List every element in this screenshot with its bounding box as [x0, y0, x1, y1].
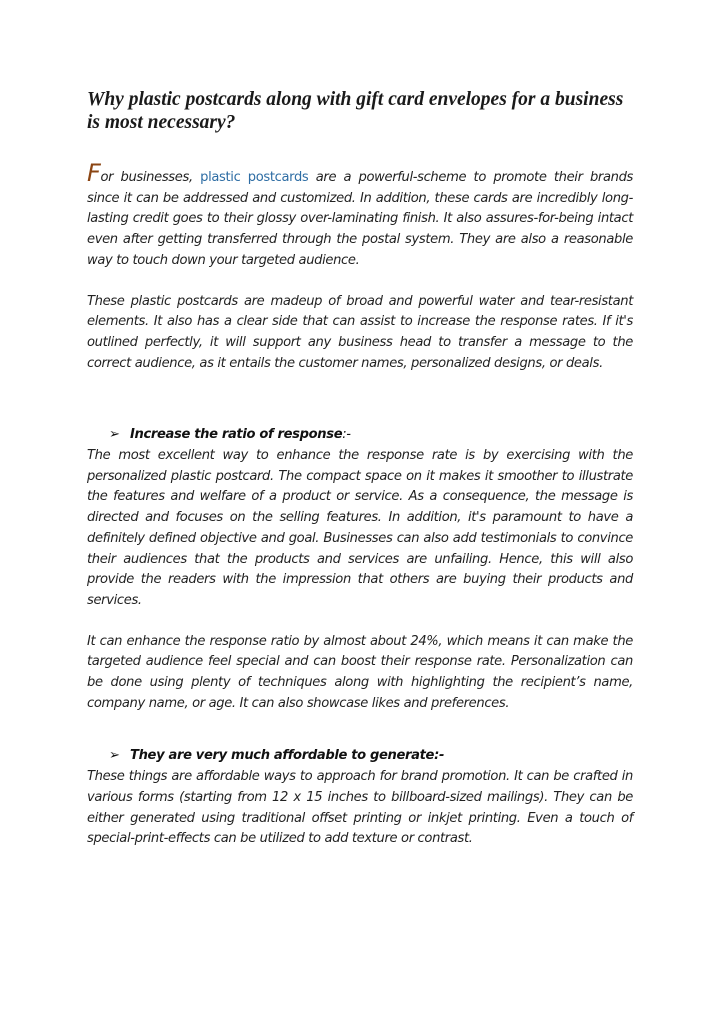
affordable-paragraph: These things are affordable ways to approach for brand promotion. It can be crafted in various forms (starting from 12 x 15 inches to billboard-sized mailings). They can be either generated using traditional offset printing or inkjet printing. Even a touch of special-print-effects can be utilized to add texture or contrast. — [87, 769, 633, 847]
section-heading-suffix: :- — [342, 427, 351, 443]
arrow-bullet-icon: ➢ — [109, 748, 120, 764]
response-ratio-paragraph-1: The most excellent way to enhance the response rate is by exercising with the personalized plastic postcard. The compact space on it makes it smoother to illustrate the features and welfare of a product or service. As a consequence, the message is directed and focuses on the selling features. In addition, it's paramount to have a definitely defined objective and goal. Businesses can also add testimonials to convince their audiences that the products and services are unfailing. Hence, this will also provide the readers with the impression that others are buying their products and services. — [87, 448, 633, 608]
drop-cap: F — [87, 159, 101, 187]
second-paragraph: These plastic postcards are madeup of broad and powerful water and tear-resistant elements. It also has a clear side that can assist to increase the response rates. If it's outlined perfectly, it will support any business head to transfer a message to the correct audience, as it entails the customer names, personalized designs, or deals. — [87, 293, 633, 371]
section-heading-response-ratio — [109, 425, 633, 446]
intro-lead: or businesses, — [100, 170, 193, 185]
intro-rest: are a powerful-scheme to promote their brands since it can be addressed and customized. In addition, these cards are incredibly long-lasting credit goes to their glossy over-laminating finish. It also assures-for-being intact even after getting transferred through the postal system. They are also a reasonable way to touch down your targeted audience. — [87, 170, 634, 268]
section-heading-text: Increase the ratio of response — [130, 427, 343, 443]
document-page — [87, 88, 633, 850]
response-ratio-paragraph-2: It can enhance the response ratio by almost about 24%, which means it can make the targeted audience feel special and can boost their response rate. Personalization can be done using plenty of techniques along with highlighting the recipient’s name, company name, or age. It can also showcase likes and preferences. — [87, 633, 633, 711]
arrow-bullet-icon: ➢ — [109, 427, 120, 443]
plastic-postcards-link[interactable]: plastic postcards — [200, 170, 309, 185]
intro-paragraph — [87, 159, 634, 272]
section-heading-affordable — [109, 746, 633, 767]
section-heading-text: They are very much affordable to generate:- — [130, 748, 445, 764]
document-title: Why plastic postcards along with gift card envelopes for a business is most necessary? — [87, 89, 624, 133]
